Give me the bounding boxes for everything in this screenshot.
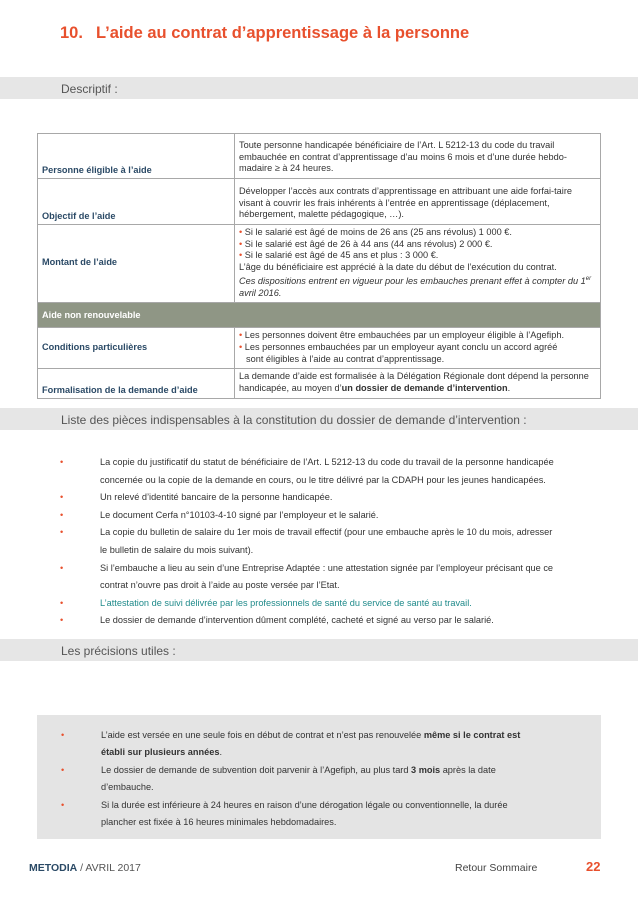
- required-documents-list: [60, 454, 560, 630]
- section-descriptif: [0, 77, 638, 99]
- aid-info-table: [37, 133, 601, 399]
- banner-label: Aide non renouvelable: [38, 303, 601, 328]
- amount-line: • Si le salarié est âgé de 26 à 44 ans (44 ans révolus) 2 000 €.: [239, 238, 493, 249]
- section-descriptif-label: Descriptif :: [61, 82, 118, 96]
- row-label: Montant de l’aide: [38, 225, 235, 303]
- back-to-contents-link[interactable]: Retour Sommaire: [455, 862, 538, 874]
- table-row: [38, 328, 601, 369]
- condition-line: • Les personnes embauchées par un employeur ayant conclu un accord agréé: [239, 341, 558, 352]
- title-text: L’aide au contrat d’apprentissage à la personne: [96, 24, 470, 42]
- page-number: 22: [586, 859, 601, 874]
- row-value: La demande d’aide est formalisée à la Délégation Régionale dont dépend la personne handicapée, au moyen d’un dossier de demande d’intervention.: [235, 369, 601, 398]
- row-label: Conditions particulières: [38, 328, 235, 369]
- title-number: 10.: [60, 24, 83, 42]
- condition-line: sont éligibles à l’aide au contrat d’apprentissage.: [246, 353, 445, 364]
- list-item: • Le dossier de demande de subvention doit parvenir à l’Agefiph, au plus tard 3 mois après la date d’embauche.: [61, 762, 521, 796]
- amount-line: • Si le salarié est âgé de moins de 26 ans (25 ans révolus) 1 000 €.: [239, 227, 512, 237]
- row-value: [235, 328, 601, 369]
- table-row: [38, 225, 601, 303]
- row-value: [235, 225, 601, 303]
- row-label: Formalisation de la demande d’aide: [38, 369, 235, 398]
- list-item: • Si l’embauche a lieu au sein d’une Entreprise Adaptée : une attestation signée par l’employeur précisant que ce contrat n’ouvre pas droit à l’aide au poste versée par l’Etat.: [60, 560, 560, 595]
- row-value: Toute personne handicapée bénéficiaire de l’Art. L 5212-13 du code du travail embauchée en contrat d’apprentissage d’au moins 6 mois et d’une durée hebdo-madaire ≥ à 24 heures.: [235, 134, 601, 179]
- effective-date-note: Ces dispositions entrent en vigueur pour les embauches prenant effet à compter du 1er avril 2016.: [239, 275, 592, 298]
- page-title: [60, 24, 469, 43]
- list-item: • L’aide est versée en une seule fois en début de contrat et n’est pas renouvelée même si le contrat est établi sur plusieurs années.: [61, 727, 521, 761]
- list-item: • La copie du justificatif du statut de bénéficiaire de l’Art. L 5212-13 du code du travail de la personne handicapée concernée ou la copie de la demande en cours, ou le titre délivré par la CDAPH pour les jeunes handicapées.: [60, 454, 560, 489]
- section-precisions: [0, 639, 638, 661]
- list-item: • Le dossier de demande d’intervention dûment complété, cacheté et signé au verso par le salarié.: [60, 612, 560, 630]
- row-label: Personne éligible à l’aide: [38, 134, 235, 179]
- condition-line: • Les personnes doivent être embauchées par un employeur éligible à l’Agefiph.: [239, 330, 564, 341]
- age-note: L’âge du bénéficiaire est apprécié à la date du début de l’exécution du contrat.: [239, 262, 557, 273]
- row-value: Développer l’accès aux contrats d’apprentissage en attribuant une aide forfai-taire visant à couvrir les frais inhérents à l’entrée en apprentissage (déplacement, hébergement, malette pédagogique, …).: [235, 179, 601, 225]
- table-banner-row: [38, 303, 601, 328]
- table-row: [38, 369, 601, 398]
- list-item: • Le document Cerfa n°10103-4-10 signé par l’employeur et le salarié.: [60, 507, 560, 525]
- list-item: • Si la durée est inférieure à 24 heures en raison d’une dérogation légale ou conventionnelle, la durée plancher est fixée à 16 heures minimales hebdomadaires.: [61, 797, 521, 831]
- table-row: [38, 179, 601, 225]
- list-item: • L’attestation de suivi délivrée par les professionnels de santé du service de santé au travail.: [60, 595, 560, 613]
- amount-line: • Si le salarié est âgé de 45 ans et plus : 3 000 €.: [239, 250, 439, 261]
- row-label: Objectif de l’aide: [38, 179, 235, 225]
- section-pieces-label: Liste des pièces indispensables à la constitution du dossier de demande d’intervention :: [61, 413, 527, 427]
- footer-brand: [29, 862, 141, 874]
- footer-date: / AVRIL 2017: [77, 862, 141, 874]
- precisions-list: [61, 727, 521, 832]
- table-row: [38, 134, 601, 179]
- section-pieces: [0, 408, 638, 430]
- brand-name: METODIA: [29, 862, 78, 874]
- list-item: • Un relevé d’identité bancaire de la personne handicapée.: [60, 489, 560, 507]
- section-precisions-label: Les précisions utiles :: [61, 644, 176, 658]
- list-item: • La copie du bulletin de salaire du 1er mois de travail effectif (pour une embauche après le 10 du mois, adresser le bulletin de salaire du mois suivant).: [60, 524, 560, 559]
